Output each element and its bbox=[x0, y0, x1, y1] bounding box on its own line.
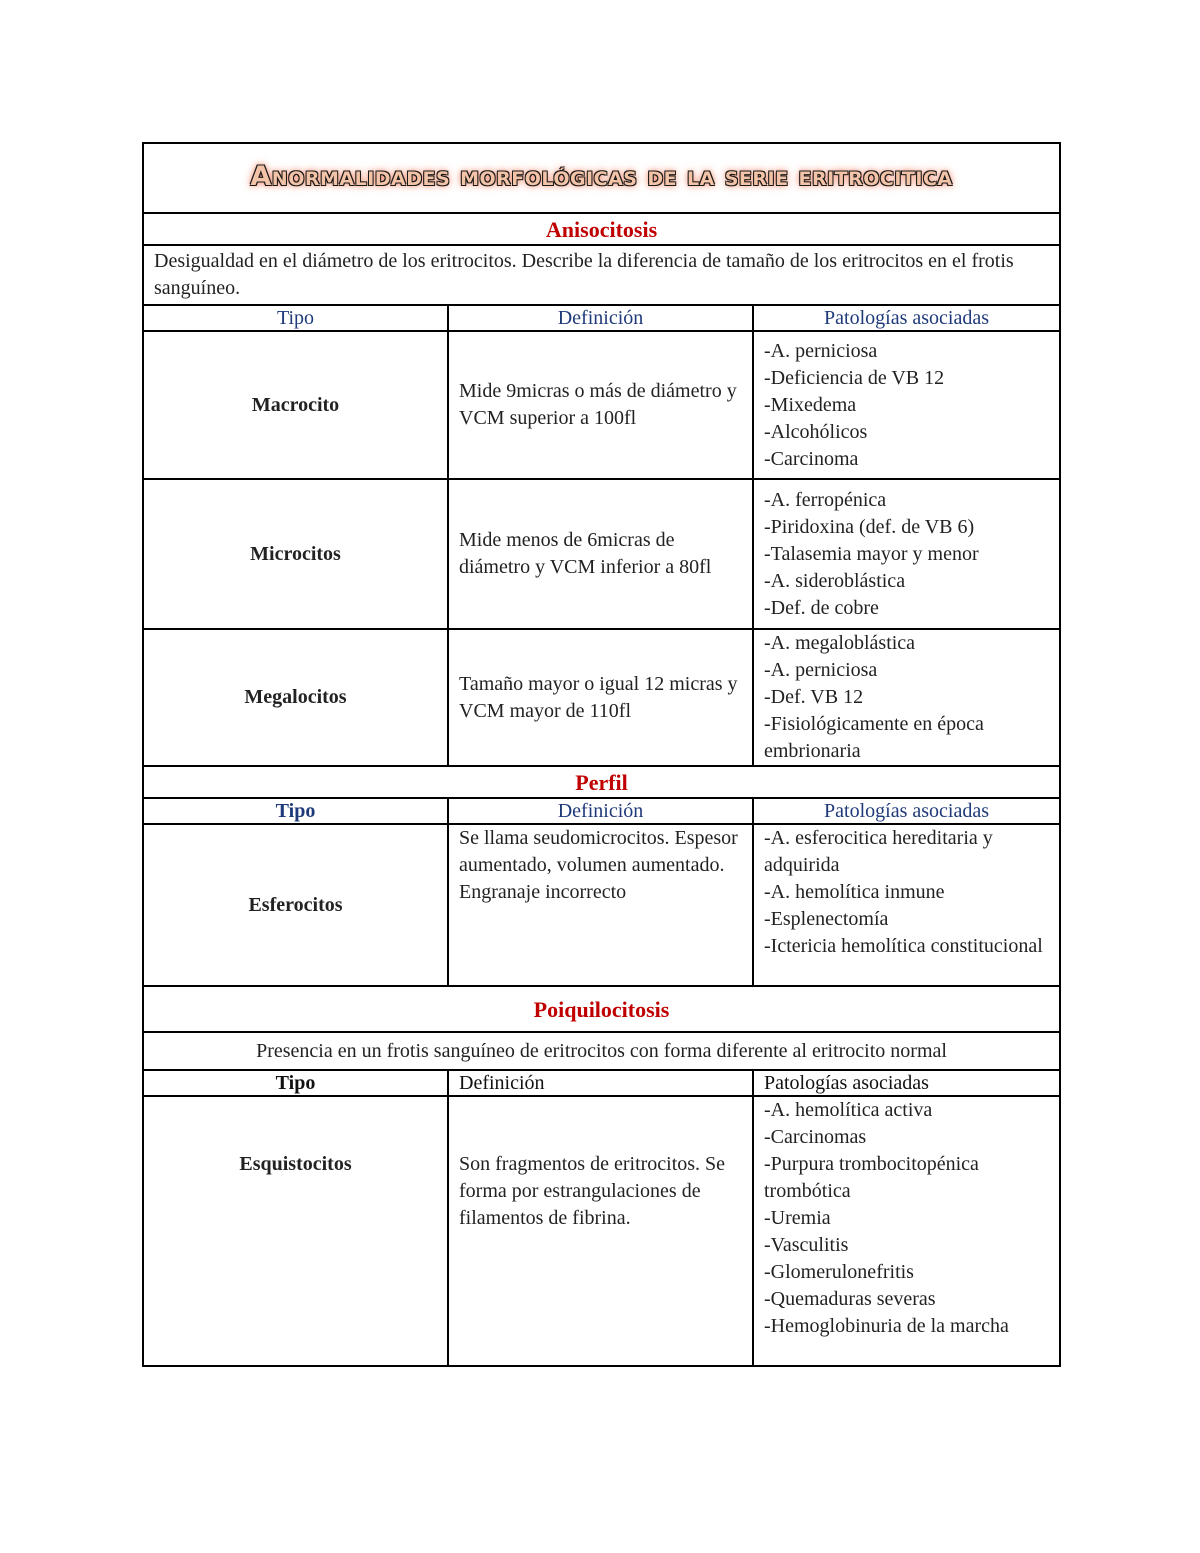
pathology-item: -A. perniciosa bbox=[764, 339, 878, 362]
table-row bbox=[143, 331, 1060, 479]
table-row bbox=[143, 479, 1060, 629]
row-pathologies bbox=[753, 1096, 1060, 1366]
section-heading-row bbox=[143, 766, 1060, 798]
column-header-tipo: Tipo bbox=[143, 1070, 448, 1096]
row-definition: Mide menos de 6micras de diámetro y VCM inferior a 80fl bbox=[448, 479, 753, 629]
pathology-item: -Piridoxina (def. de VB 6) bbox=[764, 515, 975, 538]
pathology-item: -Quemaduras severas bbox=[764, 1288, 936, 1310]
pathology-item: -Hemoglobinuria de la marcha bbox=[764, 1315, 1009, 1337]
column-header-row bbox=[143, 798, 1060, 824]
pathology-item: -A. sideroblástica bbox=[764, 569, 906, 592]
row-type: Esferocitos bbox=[143, 824, 448, 986]
pathology-item: -Def. VB 12 bbox=[764, 686, 864, 708]
pathology-item: -Carcinomas bbox=[764, 1126, 867, 1148]
pathology-item: -Uremia bbox=[764, 1207, 831, 1229]
erythrocyte-table bbox=[142, 142, 1061, 1367]
table-row bbox=[143, 629, 1060, 766]
column-header-definicion: Definición bbox=[448, 305, 753, 331]
pathology-item: -Vasculitis bbox=[764, 1234, 849, 1256]
pathology-item: -Talasemia mayor y menor bbox=[764, 542, 979, 565]
row-definition: Tamaño mayor o igual 12 micras y VCM mayor de 110fl bbox=[448, 629, 753, 766]
section-heading-poiquilocitosis: Poiquilocitosis bbox=[143, 986, 1060, 1032]
column-header-definicion: Definición bbox=[448, 798, 753, 824]
table-row bbox=[143, 824, 1060, 986]
row-type: Microcitos bbox=[143, 479, 448, 629]
pathology-item: -Mixedema bbox=[764, 393, 857, 416]
column-header-row bbox=[143, 305, 1060, 331]
section-description-row bbox=[143, 1032, 1060, 1070]
row-definition: Se llama seudomicrocitos. Espesor aumentado, volumen aumentado. Engranaje incorrecto bbox=[448, 824, 753, 986]
column-header-definicion: Definición bbox=[448, 1070, 753, 1096]
row-pathologies bbox=[753, 824, 1060, 986]
pathology-item: -Ictericia hemolítica constitucional bbox=[764, 935, 1043, 957]
row-type: Esquistocitos bbox=[143, 1096, 448, 1366]
row-definition: Son fragmentos de eritrocitos. Se forma por estrangulaciones de filamentos de fibrina. bbox=[448, 1096, 753, 1366]
column-header-patologias: Patologías asociadas bbox=[753, 1070, 1060, 1096]
row-pathologies bbox=[753, 479, 1060, 629]
pathology-item: -Def. de cobre bbox=[764, 596, 879, 619]
document-title: Anormalidades morfológicas de la serie eritrocitica bbox=[250, 161, 953, 192]
pathology-item: -Glomerulonefritis bbox=[764, 1261, 914, 1283]
section-description-poiquilocitosis: Presencia en un frotis sanguíneo de eritrocitos con forma diferente al eritrocito normal bbox=[143, 1032, 1060, 1070]
table-row bbox=[143, 1096, 1060, 1366]
section-heading-row bbox=[143, 213, 1060, 245]
column-header-patologias: Patologías asociadas bbox=[753, 798, 1060, 824]
pathology-item: -Fisiológicamente en época embrionaria bbox=[764, 713, 984, 762]
section-heading-anisocitosis: Anisocitosis bbox=[143, 213, 1060, 245]
row-pathologies bbox=[753, 629, 1060, 766]
row-type: Megalocitos bbox=[143, 629, 448, 766]
pathology-item: -A. hemolítica inmune bbox=[764, 881, 945, 903]
pathology-item: -Esplenectomía bbox=[764, 908, 889, 930]
pathology-item: -Carcinoma bbox=[764, 447, 859, 470]
title-row bbox=[143, 143, 1060, 213]
row-type: Macrocito bbox=[143, 331, 448, 479]
row-pathologies bbox=[753, 331, 1060, 479]
column-header-tipo: Tipo bbox=[143, 305, 448, 331]
section-heading-row bbox=[143, 986, 1060, 1032]
pathology-item: -Alcohólicos bbox=[764, 420, 868, 443]
section-description-row bbox=[143, 245, 1060, 305]
section-heading-perfil: Perfil bbox=[143, 766, 1060, 798]
column-header-patologias: Patologías asociadas bbox=[753, 305, 1060, 331]
pathology-item: -A. hemolítica activa bbox=[764, 1099, 933, 1121]
pathology-item: -Purpura trombocitopénica trombótica bbox=[764, 1153, 979, 1202]
column-header-row bbox=[143, 1070, 1060, 1096]
pathology-item: -A. esferocitica hereditaria y adquirida bbox=[764, 827, 993, 876]
column-header-tipo: Tipo bbox=[143, 798, 448, 824]
section-description-anisocitosis: Desigualdad en el diámetro de los eritrocitos. Describe la diferencia de tamaño de los eritrocitos en el frotis sanguíneo. bbox=[143, 245, 1060, 305]
row-definition: Mide 9micras o más de diámetro y VCM superior a 100fl bbox=[448, 331, 753, 479]
pathology-item: -A. ferropénica bbox=[764, 488, 887, 511]
pathology-item: -A. perniciosa bbox=[764, 659, 878, 681]
pathology-item: -A. megaloblástica bbox=[764, 632, 916, 654]
pathology-item: -Deficiencia de VB 12 bbox=[764, 366, 945, 389]
document-page bbox=[142, 142, 1059, 1367]
title-cell bbox=[143, 143, 1060, 213]
